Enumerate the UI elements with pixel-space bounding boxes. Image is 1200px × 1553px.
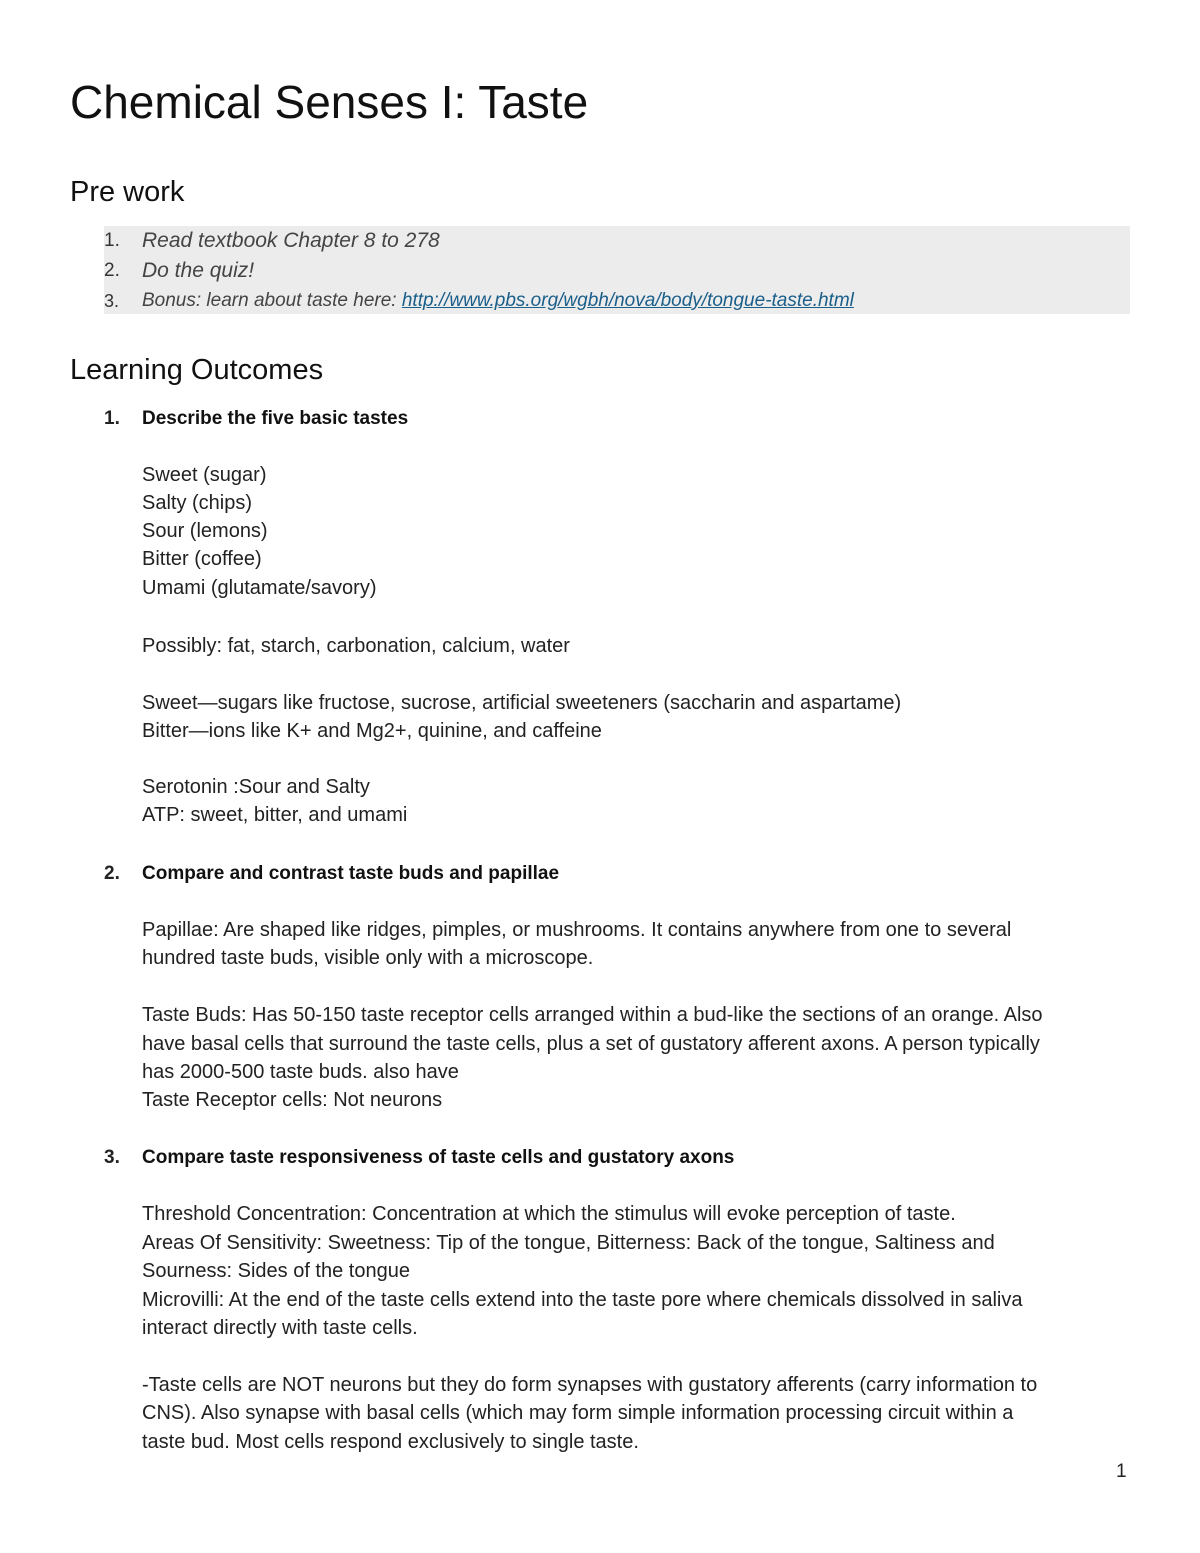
outcome-text-line: Salty (chips) bbox=[142, 492, 253, 514]
outcome-text-line: Microvilli: At the end of the taste cells extend into the taste pore where chemicals dissolved in saliva bbox=[142, 1289, 1023, 1311]
outcome-text-line: ATP: sweet, bitter, and umami bbox=[142, 804, 408, 826]
prework-heading: Pre work bbox=[70, 176, 185, 208]
page-number: 1 bbox=[1116, 1461, 1127, 1482]
outcome-heading: Describe the five basic tastes bbox=[142, 408, 409, 429]
outcomes-heading: Learning Outcomes bbox=[70, 354, 324, 386]
outcome-text-line: Bitter—ions like K+ and Mg2+, quinine, and caffeine bbox=[142, 720, 602, 742]
outcome-number: 1. bbox=[104, 408, 120, 429]
prework-item-text bbox=[142, 286, 854, 316]
outcome-text-line: Areas Of Sensitivity: Sweetness: Tip of the tongue, Bitterness: Back of the tongue, Saltiness and bbox=[142, 1232, 995, 1254]
prework-item-text: Do the quiz! bbox=[142, 259, 255, 282]
outcome-text-line: taste bud. Most cells respond exclusively to single taste. bbox=[142, 1431, 639, 1453]
outcome-text-line: have basal cells that surround the taste cells, plus a set of gustatory afferent axons. A person typically bbox=[142, 1033, 1040, 1055]
outcome-text-line: Papillae: Are shaped like ridges, pimples, or mushrooms. It contains anywhere from one to several bbox=[142, 919, 1012, 941]
outcome-text-line: Sour (lemons) bbox=[142, 520, 268, 542]
outcome-text-line: CNS). Also synapse with basal cells (which may form simple information processing circuit within a bbox=[142, 1402, 1014, 1424]
outcome-text-line: Umami (glutamate/savory) bbox=[142, 577, 377, 599]
prework-bonus-text: Bonus: learn about taste here: bbox=[142, 290, 402, 311]
list-number: 1. bbox=[104, 230, 120, 251]
outcome-heading: Compare taste responsiveness of taste cells and gustatory axons bbox=[142, 1147, 735, 1168]
page-title: Chemical Senses I: Taste bbox=[70, 76, 589, 128]
outcome-text-line: interact directly with taste cells. bbox=[142, 1317, 418, 1339]
prework-item-text: Read textbook Chapter 8 to 278 bbox=[142, 229, 440, 252]
pbs-taste-link[interactable]: http://www.pbs.org/wgbh/nova/body/tongue-taste.html bbox=[401, 290, 854, 311]
prework-list bbox=[104, 226, 1130, 314]
outcome-text-line: Sourness: Sides of the tongue bbox=[142, 1260, 410, 1282]
outcome-text-line: Bitter (coffee) bbox=[142, 548, 262, 570]
outcome-text-line: hundred taste buds, visible only with a microscope. bbox=[142, 947, 594, 969]
outcome-text-line: Sweet (sugar) bbox=[142, 464, 267, 486]
outcome-text-line: Possibly: fat, starch, carbonation, calcium, water bbox=[142, 635, 570, 657]
outcome-text-line: Threshold Concentration: Concentration at which the stimulus will evoke perception of taste. bbox=[142, 1203, 956, 1225]
outcome-heading: Compare and contrast taste buds and papillae bbox=[142, 863, 560, 884]
outcome-text-line: Serotonin :Sour and Salty bbox=[142, 776, 370, 798]
outcome-number: 3. bbox=[104, 1147, 120, 1168]
outcome-text-line: Sweet—sugars like fructose, sucrose, artificial sweeteners (saccharin and aspartame) bbox=[142, 692, 902, 714]
list-number: 3. bbox=[104, 291, 120, 311]
outcome-text-line: has 2000-500 taste buds. also have bbox=[142, 1061, 459, 1083]
outcome-text-line: Taste Receptor cells: Not neurons bbox=[142, 1089, 443, 1111]
outcome-number: 2. bbox=[104, 863, 120, 884]
outcome-text-line: Taste Buds: Has 50-150 taste receptor cells arranged within a bud-like the sections of an orange. Also bbox=[142, 1004, 1043, 1026]
list-number: 2. bbox=[104, 260, 120, 281]
outcome-text-line: -Taste cells are NOT neurons but they do form synapses with gustatory afferents (carry information to bbox=[142, 1374, 1038, 1396]
